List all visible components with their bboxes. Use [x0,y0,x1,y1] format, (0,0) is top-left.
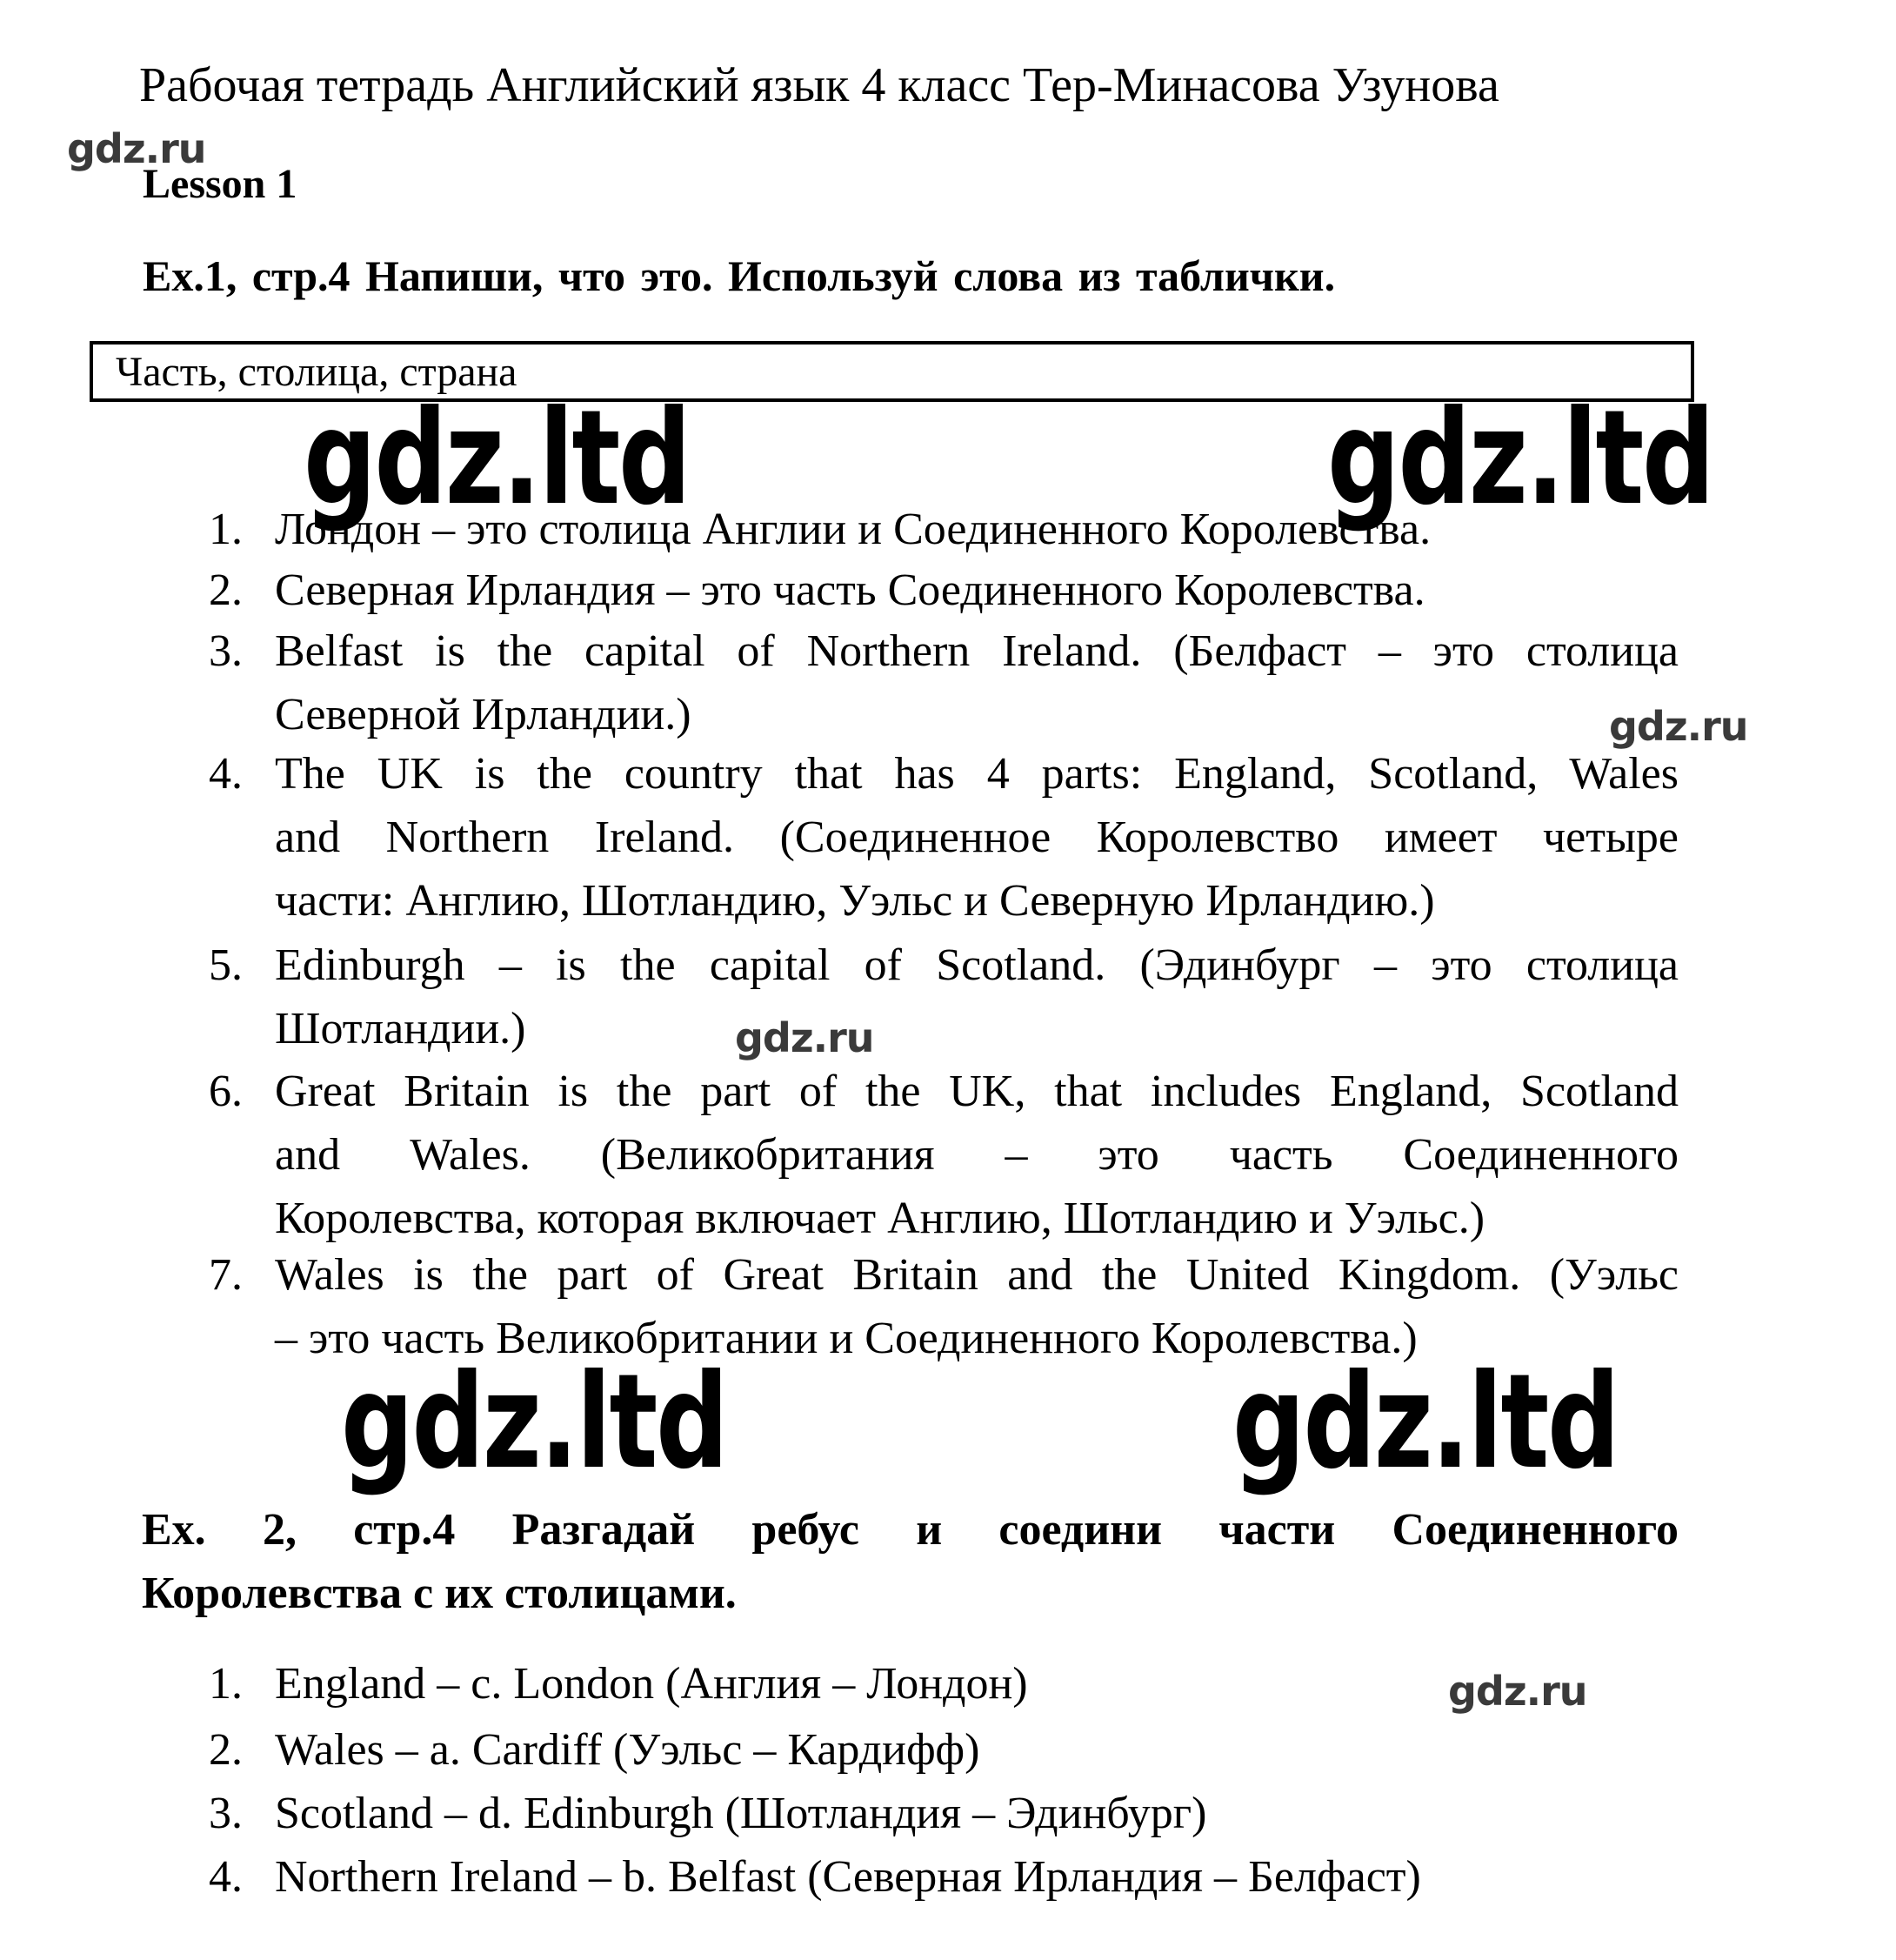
item-number: 4. [209,749,243,799]
watermark-gdz-ru: gdz.ru [1609,703,1748,750]
item-number: 5. [209,940,243,990]
item-line: Belfast is the capital of Northern Ireland. (Белфаст – это столица [275,626,1679,676]
gdz-ru-logo: gdz.ru [67,125,206,172]
item-line: Wales is the part of Great Britain and the United Kingdom. (Уэльс [275,1250,1679,1300]
item-number: 2. [209,565,243,615]
item-number: 7. [209,1250,243,1300]
exercise2-heading [142,1498,1679,1625]
exercise2-heading-line2: Королевства с их столицами. [142,1569,737,1618]
item-line: Edinburgh – is the capital of Scotland. (Эдинбург – это столица [275,940,1679,990]
exercise1-heading: Ex.1, стр.4 Напиши, что это. Используй слова из таблички. [143,251,1336,300]
item-line: Северная Ирландия – это часть Соединенного Королевства. [275,565,1425,615]
watermark-gdz-ru: gdz.ru [735,1014,874,1061]
item-line: and Wales. (Великобритания – это часть Соединенного [275,1130,1679,1180]
word-box-text: Часть, столица, страна [116,349,517,395]
item-line: – это часть Великобритании и Соединенного Королевства.) [275,1314,1418,1363]
item-line: Лондон – это столица Англии и Соединенного Королевства. [275,505,1432,554]
item-line: and Northern Ireland. (Соединенное Королевство имеет четыре [275,813,1679,862]
item-line: England – c. London (Англия – Лондон) [275,1659,1028,1709]
watermark-gdz-ru: gdz.ru [1448,1668,1587,1715]
item-number: 6. [209,1067,243,1116]
item-line: Great Britain is the part of the UK, that includes England, Scotland [275,1067,1679,1116]
item-line: Шотландии.) [275,1004,526,1054]
item-number: 3. [209,626,243,676]
item-number: 1. [209,1659,243,1709]
item-line: The UK is the country that has 4 parts: England, Scotland, Wales [275,749,1679,799]
item-number: 3. [209,1789,243,1838]
item-line: Северной Ирландии.) [275,690,691,739]
item-line: Scotland – d. Edinburgh (Шотландия – Эдинбург) [275,1789,1207,1838]
item-number: 1. [209,505,243,554]
item-line: Wales – a. Cardiff (Уэльс – Кардифф) [275,1725,980,1775]
exercise2-heading-line1: Ex. 2, стр.4 Разгадай ребус и соедини части Соединенного [142,1505,1679,1555]
page-title: Рабочая тетрадь Английский язык 4 класс Тер-Минасова Узунова [139,58,1499,112]
watermark-gdz-ltd: gdz.ltd [341,1347,727,1498]
watermark-gdz-ltd: gdz.ltd [1327,383,1713,534]
watermark-gdz-ltd: gdz.ltd [1232,1347,1619,1498]
item-number: 2. [209,1725,243,1775]
item-line: части: Англию, Шотландию, Уэльс и Северную Ирландию.) [275,876,1435,926]
lesson-title: Lesson 1 [143,161,297,207]
watermark-gdz-ltd: gdz.ltd [304,383,690,534]
item-number: 4. [209,1852,243,1902]
item-line: Northern Ireland – b. Belfast (Северная Ирландия – Белфаст) [275,1852,1421,1902]
item-line: Королевства, которая включает Англию, Шотландию и Уэльс.) [275,1194,1485,1243]
